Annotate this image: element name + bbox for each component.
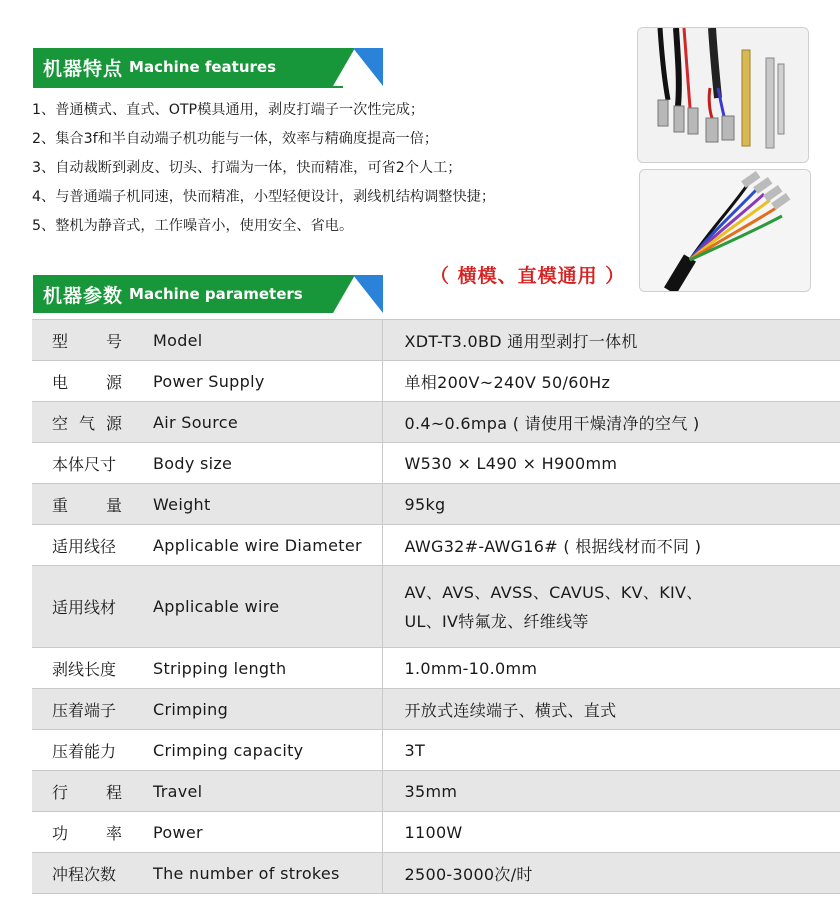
table-row: [32, 812, 840, 853]
header-blue-accent: [353, 275, 383, 313]
feature-item: 2、集合3f和半自动端子机功能与一体，效率与精确度提高一倍；: [32, 131, 439, 147]
params-header-en: Machine parameters: [129, 285, 303, 303]
table-row: [32, 689, 840, 730]
table-row: [32, 771, 840, 812]
param-label-en: Crimping: [137, 689, 382, 730]
table-row: [32, 648, 840, 689]
param-label-en: Model: [137, 320, 382, 361]
table-row: [32, 320, 840, 361]
param-label-cn: 压着端子: [32, 689, 137, 730]
table-row: [32, 853, 840, 894]
param-label-en: Air Source: [137, 402, 382, 443]
param-label-cn: 剥线长度: [32, 648, 137, 689]
param-label-en: Power: [137, 812, 382, 853]
param-value: 开放式连续端子、横式、直式: [382, 689, 840, 730]
param-value: 3T: [382, 730, 840, 771]
param-label-cn-spread: 重 量: [52, 495, 122, 515]
param-label-cn-spread: 型 号: [52, 331, 122, 351]
params-table: [32, 319, 840, 894]
feature-item: 5、整机为静音式，工作噪音小，使用安全、省电。: [32, 218, 354, 234]
param-value: AWG32#-AWG16# ( 根据线材而不同 ): [382, 525, 840, 566]
param-label-en: Travel: [137, 771, 382, 812]
features-header-en: Machine features: [129, 58, 277, 76]
param-label-en: Power Supply: [137, 361, 382, 402]
param-value: 1100W: [382, 812, 840, 853]
param-label-cn: 冲程次数: [32, 853, 137, 894]
param-label-cn-spread: 行 程: [52, 782, 122, 802]
header-green-corner: [333, 48, 355, 86]
param-value: 95kg: [382, 484, 840, 525]
terminal-wires-illustration: [638, 28, 808, 162]
multicolor-wires-illustration: [640, 170, 810, 291]
param-label-cn: 适用线材: [32, 566, 137, 648]
param-label-cn-spread: 空 气 源: [52, 413, 122, 433]
table-row: [32, 525, 840, 566]
param-value: 35mm: [382, 771, 840, 812]
param-label-cn: 适用线径: [32, 525, 137, 566]
param-value: 单相200V~240V 50/60Hz: [382, 361, 840, 402]
param-value: 0.4~0.6mpa ( 请使用干燥清净的空气 ): [382, 402, 840, 443]
header-underline: [33, 86, 343, 88]
feature-item: 4、与普通端子机同速，快而精准，小型轻便设计，剥线机结构调整快捷；: [32, 189, 496, 205]
header-blue-accent: [353, 48, 383, 86]
features-list: [32, 96, 495, 241]
param-label-cn-spread: 功 率: [52, 823, 122, 843]
param-value-line2: UL、IV特氟龙、纤维线等: [404, 611, 589, 631]
param-value: AV、AVS、AVSS、CAVUS、KV、KIV、: [404, 582, 703, 602]
features-header-bar: [33, 48, 333, 86]
param-label-cn-spread: 电 源: [52, 372, 122, 392]
param-label-cn: 本体尺寸: [32, 443, 137, 484]
param-label-en: Body size: [137, 443, 382, 484]
table-row: [32, 730, 840, 771]
param-label-cn: 压着能力: [32, 730, 137, 771]
feature-item: 3、自动裁断到剥皮、切头、打端为一体，快而精准，可省2个人工；: [32, 160, 462, 176]
terminal-wires-photo: [637, 27, 809, 163]
params-header-cn: 机器参数: [43, 284, 124, 307]
table-row: [32, 361, 840, 402]
multicolor-wires-photo: [639, 169, 811, 292]
param-label-en: The number of strokes: [137, 853, 382, 894]
param-value: 1.0mm-10.0mm: [382, 648, 840, 689]
param-label-en: Stripping length: [137, 648, 382, 689]
param-label-en: Weight: [137, 484, 382, 525]
table-row: [32, 402, 840, 443]
tagline: （ 横模、直模通用 ）: [430, 265, 626, 287]
params-header-bar: [33, 275, 333, 313]
param-value: W530 × L490 × H900mm: [382, 443, 840, 484]
table-row: [32, 566, 840, 648]
param-label-en: Crimping capacity: [137, 730, 382, 771]
param-label-en: Applicable wire Diameter: [137, 525, 382, 566]
param-value: 2500-3000次/时: [382, 853, 840, 894]
table-row: [32, 443, 840, 484]
param-label-en: Applicable wire: [137, 566, 382, 648]
features-header-cn: 机器特点: [43, 57, 124, 80]
header-green-corner: [333, 275, 355, 313]
feature-item: 1、普通横式、直式、OTP模具通用，剥皮打端子一次性完成；: [32, 102, 425, 118]
table-row: [32, 484, 840, 525]
param-value: XDT-T3.0BD 通用型剥打一体机: [382, 320, 840, 361]
